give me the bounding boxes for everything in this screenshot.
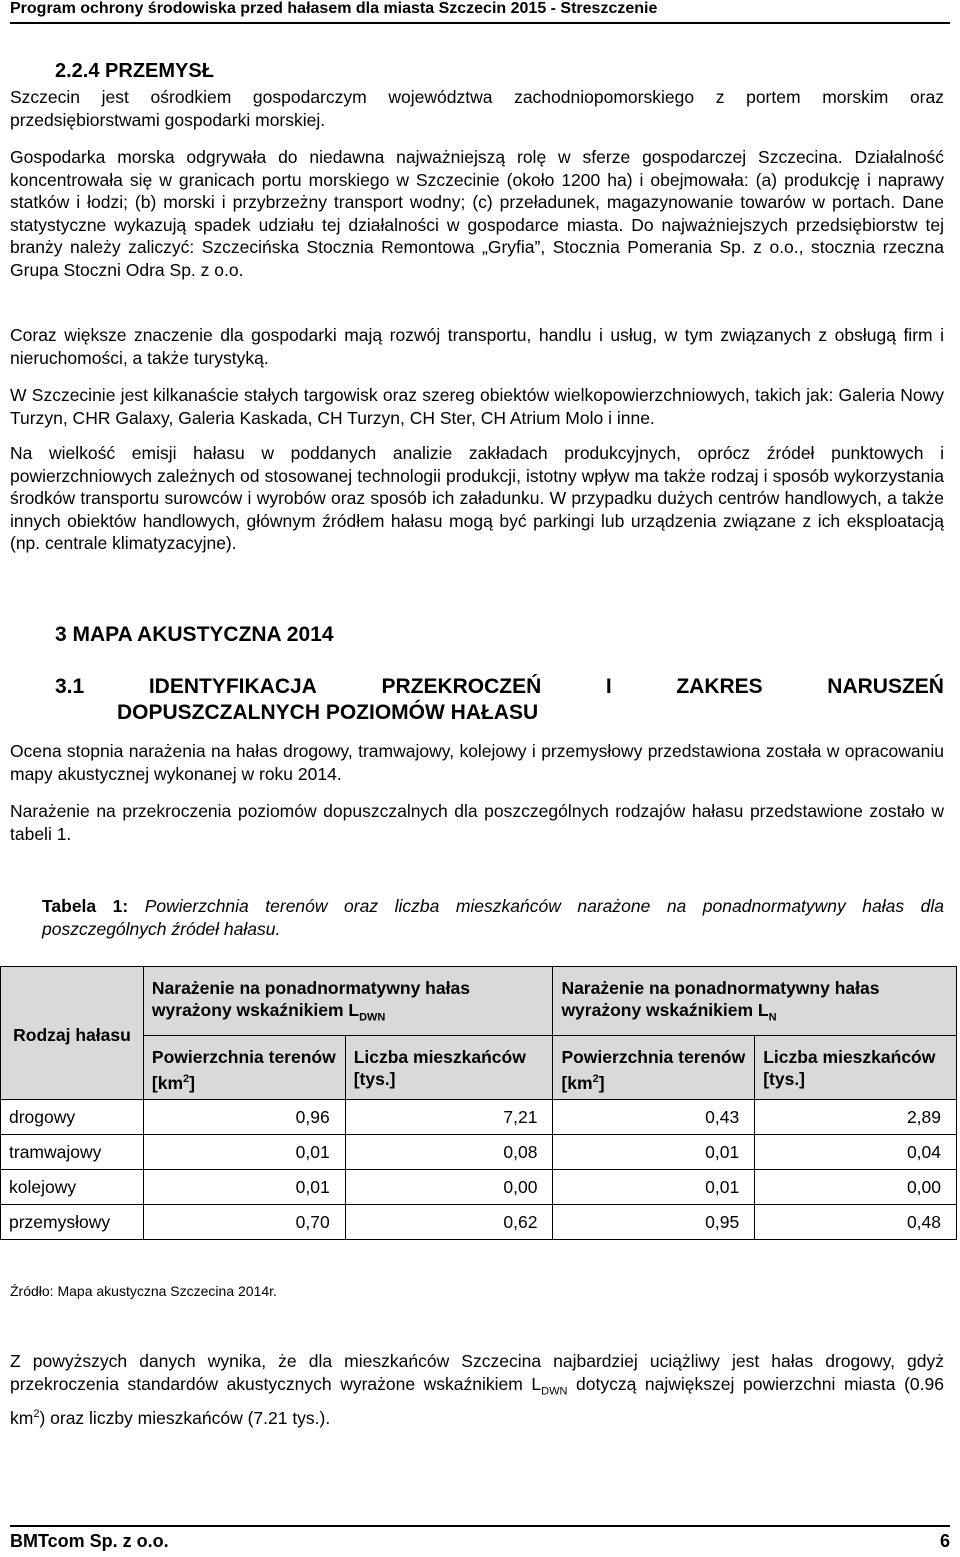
paragraph-port: Szczecin jest ośrodkiem gospodarczym województwa zachodniopomorskiego z portem morskim oraz przedsiębiorstwami gospodarki morskiej. — [10, 87, 944, 130]
table-row: tramwajowy 0,01 0,08 0,01 0,04 — [1, 1135, 957, 1170]
paragraph-assessment: Ocena stopnia narażenia na hałas drogowy, tramwajowy, kolejowy i przemysłowy przedstawiona została w opracowaniu mapy akustycznej wykonanej w roku 2014. — [10, 741, 944, 784]
header-group-ldwn: Narażenie na ponadnormatywny hałas wyrażony wskaźnikiem $L_{DWN}$ — [143, 967, 553, 1036]
paragraph-exposure: Narażenie na przekroczenia poziomów dopuszczalnych dla poszczególnych rodzajów hałasu przedstawione zostało w tabeli 1. — [10, 801, 944, 844]
heading-number: 3.1 — [55, 675, 85, 698]
heading-word: ZAKRES — [676, 675, 763, 698]
table-caption-label: Tabela 1: — [42, 896, 129, 916]
header-noise-type: Rodzaj hałasu — [1, 967, 144, 1100]
section-heading-przemysl: 2.2.4 PRZEMYSŁ — [55, 60, 214, 82]
document-title: Program ochrony środowiska przed hałasem dla miasta Szczecin 2015 - Streszczenie — [10, 0, 658, 17]
heading-word: IDENTYFIKACJA — [148, 675, 317, 698]
paragraph-noise-emission: Na wielkość emisji hałasu w poddanych analizie zakładach produkcyjnych, oprócz źródeł punktowych i powierzchniowych zależnych od stosowanej technologii produkcji, istotny wpływ ma także rodzaj i sposób wykorzystania środków transportu surowców i wyrobów oraz sposób ich załadunku. W przypadku dużych centrów handlowych, a także innych obiektów handlowych, głównym źródłem hałasu mogą być parkingi lub urządzenia związane z ich eksploatacją (np. centrale klimatyzacyjne). — [10, 443, 944, 553]
section-heading-mapa: 3 MAPA AKUSTYCZNA 2014 — [55, 623, 334, 646]
page-footer — [10, 1525, 950, 1552]
paragraph-conclusion: Z powyższych danych wynika, że dla mieszkańców Szczecina najbardziej uciążliwy jest hałas drogowy, gdyż przekroczenia standardów akustycznych wyrażone wskaźnikiem $L_{DWN}$ dotyczą największej powierzchni miasta (0.96 $km^2$) oraz liczby mieszkańców (7.21 tys.). — [10, 1351, 944, 1428]
paragraph-services: Coraz większe znaczenie dla gospodarki mają rozwój transportu, handlu i usług, w tym związanych z obsługą firm i nieruchomości, a także turystyką. — [10, 325, 944, 368]
table-caption — [42, 895, 944, 941]
header-group-ln: Narażenie na ponadnormatywny hałas wyrażony wskaźnikiem $L_N$ — [553, 967, 957, 1036]
header-area-ldwn: Powierzchnia terenów $[km^2]$ — [143, 1035, 345, 1100]
heading-word: I — [605, 675, 612, 698]
footer-company: BMTcom Sp. z o.o. — [10, 1531, 169, 1551]
table-row: przemysłowy 0,70 0,62 0,95 0,48 — [1, 1205, 957, 1240]
noise-exposure-table — [0, 966, 957, 1240]
table-row: kolejowy 0,01 0,00 0,01 0,00 — [1, 1170, 957, 1205]
table-caption-text: Powierzchnia terenów oraz liczba mieszkańców narażone na ponadnormatywny hałas dla poszczególnych źródeł hałasu. — [42, 896, 944, 939]
header-area-ln: Powierzchnia terenów $[km^2]$ — [553, 1035, 755, 1100]
section-heading-identyfikacja — [55, 674, 944, 726]
table-source: Źródło: Mapa akustyczna Szczecina 2014r. — [10, 1283, 277, 1299]
heading-word: NARUSZEŃ — [827, 675, 944, 698]
page-header — [10, 0, 950, 24]
heading-word: PRZEKROCZEŃ — [381, 675, 542, 698]
heading-line-2: DOPUSZCZALNYCH POZIOMÓW HAŁASU — [117, 701, 539, 724]
paragraph-maritime-economy: Gospodarka morska odgrywała do niedawna najważniejszą rolę w sferze gospodarczej Szczecina. Działalność koncentrowała się w granicach portu morskiego w Szczecinie (około 1200 ha) i obejmowała: (a) produkcję i naprawy statków i łodzi; (b) morski i przybrzeżny transport wodny; (c) przeładunek, magazynowanie towarów w portach. Dane statystyczne wykazują spadek udziału tej działalności w gospodarce miasta. Do najważniejszych przedsiębiorstw tej branży należy zaliczyć: Szczecińska Stocznia Remontowa „Gryfia”, Stocznia Pomerania Sp. z o.o., stocznia rzeczna Grupa Stoczni Odra Sp. z o.o. — [10, 147, 944, 280]
table-row: drogowy 0,96 7,21 0,43 2,89 — [1, 1100, 957, 1135]
page-number: 6 — [939, 1531, 950, 1551]
paragraph-shopping-centers: W Szczecinie jest kilkanaście stałych targowisk oraz szereg obiektów wielkopowierzchniowych, takich jak: Galeria Nowy Turzyn, CHR Galaxy, Galeria Kaskada, CH Turzyn, CH Ster, CH Atrium Molo i inne. — [10, 385, 944, 428]
header-residents-ldwn: Liczba mieszkańców [tys.] — [345, 1035, 553, 1100]
header-residents-ln: Liczba mieszkańców [tys.] — [755, 1035, 957, 1100]
